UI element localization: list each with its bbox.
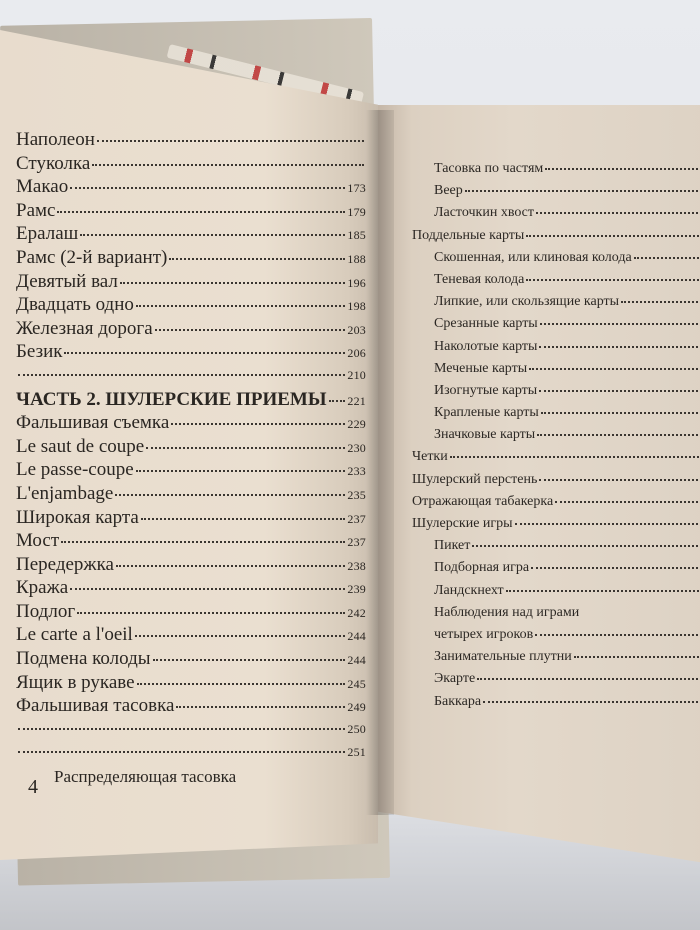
toc-entry-page: 238 — [347, 558, 366, 573]
toc-leader-dots — [57, 211, 345, 213]
toc-entry-title: четырех игроков — [434, 626, 534, 642]
toc-leader-dots — [472, 545, 700, 547]
toc-entry-page: 244 — [347, 653, 366, 668]
toc-leader-dots — [116, 565, 345, 567]
toc-leader-dots — [171, 423, 345, 425]
toc-entry — [412, 225, 700, 247]
toc-entry — [412, 580, 700, 602]
toc-entry — [16, 152, 366, 176]
toc-leader-dots — [77, 612, 345, 614]
left-table-of-contents — [16, 128, 366, 789]
toc-entry-page: 245 — [347, 676, 366, 691]
toc-entry — [16, 388, 366, 412]
toc-entry — [412, 491, 700, 513]
toc-entry-page: 242 — [347, 605, 366, 620]
toc-entry-page: 221 — [347, 393, 366, 408]
toc-entry — [16, 553, 366, 577]
toc-entry-title: Веер — [434, 183, 463, 199]
toc-entry — [412, 202, 700, 224]
toc-leader-dots — [18, 751, 345, 753]
toc-leader-dots — [529, 368, 700, 370]
toc-entry — [16, 623, 366, 647]
toc-entry — [412, 646, 700, 668]
toc-entry-title: Экарте — [434, 671, 476, 687]
toc-entry-page: 250 — [347, 721, 366, 736]
toc-entry — [16, 317, 366, 341]
toc-entry-title: Шулерский перстень — [412, 471, 538, 487]
toc-entry — [16, 222, 366, 246]
toc-entry-title: Ландскнехт — [434, 582, 504, 598]
toc-entry-page: 233 — [347, 464, 366, 479]
toc-entry-title: Скошенная, или клиновая колода — [434, 249, 632, 265]
toc-leader-dots — [539, 479, 700, 481]
toc-leader-dots — [526, 235, 700, 237]
toc-leader-dots — [515, 523, 700, 525]
toc-entry-page: 249 — [347, 700, 366, 715]
toc-leader-dots — [539, 390, 700, 392]
toc-entry-title: Мост — [16, 530, 60, 552]
toc-leader-dots — [153, 659, 346, 661]
toc-leader-dots — [176, 706, 345, 708]
page-number: 4 — [28, 776, 38, 798]
toc-leader-dots — [155, 329, 346, 331]
toc-entry-title: Липкие, или скользящие карты — [434, 294, 620, 310]
toc-entry-title: Отражающая табакерка — [412, 493, 554, 509]
toc-entry — [412, 469, 700, 491]
toc-entry-title: Наколотые карты — [434, 338, 538, 354]
toc-leader-dots — [70, 588, 345, 590]
toc-leader-dots — [146, 447, 345, 449]
toc-leader-dots — [18, 728, 345, 730]
toc-entry-title: Le saut de coupe — [16, 435, 145, 457]
toc-entry-title: Рамс — [16, 199, 56, 221]
toc-entry-title: Крапленые карты — [434, 405, 539, 421]
toc-entry — [16, 435, 366, 459]
toc-entry-title: Тасовка по частям — [434, 161, 544, 176]
toc-entry-title: Макао — [16, 176, 69, 198]
toc-leader-dots — [526, 279, 700, 281]
toc-leader-dots — [135, 635, 346, 637]
toc-entry-page: 244 — [347, 629, 366, 644]
toc-entry — [16, 411, 366, 435]
toc-entry-title: Железная дорога — [16, 317, 153, 339]
toc-entry — [412, 535, 700, 557]
toc-leader-dots — [545, 168, 700, 170]
toc-entry-title: Le carte a l'oeil — [16, 624, 133, 646]
toc-entry — [412, 446, 700, 468]
toc-entry-title: Шулерские игры — [412, 516, 513, 531]
toc-entry-page: 230 — [347, 440, 366, 455]
toc-entry — [412, 158, 700, 180]
toc-entry-page: 229 — [347, 417, 366, 432]
toc-leader-dots — [136, 305, 345, 307]
toc-entry — [16, 694, 366, 718]
toc-leader-dots — [535, 634, 700, 636]
toc-leader-dots — [120, 282, 346, 284]
toc-leader-dots — [541, 412, 700, 414]
toc-entry — [16, 482, 366, 506]
toc-leader-dots — [141, 518, 346, 520]
toc-entry — [412, 602, 700, 624]
toc-entry-page: 235 — [347, 487, 366, 502]
toc-entry — [16, 175, 366, 199]
toc-entry-page: 196 — [347, 275, 366, 290]
toc-entry — [16, 741, 366, 765]
toc-entry-page: 206 — [347, 346, 366, 361]
toc-leader-dots — [92, 164, 364, 166]
toc-entry — [412, 247, 700, 269]
toc-entry-title: Ералаш — [16, 223, 79, 245]
toc-entry-page: 173 — [347, 181, 366, 196]
toc-leader-dots — [115, 494, 345, 496]
toc-leader-dots — [483, 701, 700, 703]
toc-entry — [412, 557, 700, 579]
toc-leader-dots — [621, 301, 700, 303]
toc-entry-page: 185 — [347, 228, 366, 243]
toc-entry — [412, 691, 700, 713]
toc-entry-title: Наполеон — [16, 129, 95, 150]
toc-leader-dots — [137, 683, 346, 685]
toc-leader-dots — [450, 456, 700, 458]
toc-entry-page: 203 — [347, 322, 366, 337]
toc-entry-title: Срезанные карты — [434, 316, 538, 332]
toc-entry-title: Наблюдения над играми — [434, 604, 580, 620]
toc-leader-dots — [80, 234, 345, 236]
toc-entry — [16, 293, 366, 317]
toc-entry-title: Ящик в рукаве — [16, 671, 135, 693]
toc-leader-dots — [136, 470, 346, 472]
toc-entry — [16, 647, 366, 671]
toc-entry-page: 188 — [347, 251, 366, 266]
toc-entry-title: ЧАСТЬ 2. ШУЛЕРСКИЕ ПРИЕМЫ — [16, 388, 327, 410]
toc-entry — [412, 313, 700, 335]
toc-entry — [16, 340, 366, 364]
toc-entry — [16, 718, 366, 742]
toc-entry-page: 198 — [347, 299, 366, 314]
toc-entry — [16, 199, 366, 223]
toc-entry-title: Распределяющая тасовка — [54, 767, 237, 787]
toc-entry-title: Занимательные плутни — [434, 649, 572, 665]
toc-entry-title: Пикет — [434, 538, 471, 554]
toc-entry — [16, 765, 366, 789]
toc-leader-dots — [465, 190, 700, 192]
toc-entry-page: 179 — [347, 204, 366, 219]
toc-leader-dots — [70, 187, 345, 189]
toc-entry-page: 237 — [347, 511, 366, 526]
toc-entry-page: 251 — [347, 745, 366, 760]
toc-entry — [412, 513, 700, 535]
toc-entry — [16, 364, 366, 388]
toc-entry-title: Двадцать одно — [16, 294, 134, 316]
toc-entry — [16, 270, 366, 294]
toc-entry-title: Четки — [412, 449, 448, 465]
toc-leader-dots — [506, 590, 700, 592]
toc-entry — [16, 246, 366, 270]
toc-entry-title: Подлог — [16, 600, 76, 622]
toc-entry-title: Безик — [16, 341, 63, 363]
toc-entry-title: Le passe-coupe — [16, 459, 134, 481]
toc-entry-title: Изогнутые карты — [434, 382, 538, 398]
toc-entry-title: Поддельные карты — [412, 227, 525, 243]
toc-entry-title: Теневая колода — [434, 271, 525, 287]
toc-leader-dots — [97, 140, 364, 142]
toc-leader-dots — [537, 434, 700, 436]
toc-leader-dots — [64, 352, 345, 354]
toc-entry — [16, 671, 366, 695]
toc-entry-title: Значковые карты — [434, 427, 536, 443]
toc-leader-dots — [540, 323, 700, 325]
toc-entry — [412, 402, 700, 424]
toc-entry — [412, 380, 700, 402]
toc-entry — [16, 128, 366, 152]
toc-leader-dots — [169, 258, 345, 260]
toc-entry — [16, 576, 366, 600]
toc-entry — [412, 180, 700, 202]
toc-leader-dots — [634, 257, 700, 259]
toc-leader-dots — [329, 400, 346, 402]
toc-leader-dots — [18, 374, 345, 376]
toc-entry — [412, 668, 700, 690]
toc-entry — [16, 458, 366, 482]
book-gutter — [366, 110, 394, 815]
toc-entry — [412, 336, 700, 358]
toc-entry-title: Ласточкин хвост — [434, 205, 535, 221]
toc-entry — [412, 424, 700, 446]
toc-leader-dots — [477, 678, 700, 680]
toc-entry-page: 239 — [347, 582, 366, 597]
toc-leader-dots — [531, 567, 700, 569]
toc-entry-title: Подмена колоды — [16, 648, 151, 670]
toc-entry — [412, 291, 700, 313]
toc-entry-title: Баккара — [434, 693, 482, 709]
toc-entry — [16, 600, 366, 624]
toc-entry-title: Фальшивая съемка — [16, 412, 170, 434]
toc-entry-title: Рамс (2-й вариант) — [16, 246, 168, 268]
toc-entry-title: Подборная игра — [434, 560, 530, 576]
toc-entry — [412, 269, 700, 291]
toc-entry-title: Меченые карты — [434, 360, 528, 376]
toc-leader-dots — [555, 501, 700, 503]
toc-entry-page: 210 — [347, 367, 366, 382]
right-table-of-contents — [412, 158, 700, 713]
toc-entry — [16, 529, 366, 553]
toc-entry — [412, 624, 700, 646]
toc-entry-title: L'enjambage — [16, 482, 114, 504]
toc-leader-dots — [539, 346, 700, 348]
toc-entry-title: Широкая карта — [16, 506, 139, 528]
toc-entry-title: Кража — [16, 577, 69, 599]
toc-entry — [16, 506, 366, 530]
toc-entry — [412, 358, 700, 380]
toc-leader-dots — [61, 541, 345, 543]
toc-entry-title: Фальшивая тасовка — [16, 695, 175, 717]
toc-entry-title: Девятый вал — [16, 270, 118, 292]
toc-entry-page: 237 — [347, 535, 366, 550]
toc-entry-title: Передержка — [16, 553, 114, 575]
toc-entry-title: Стуколка — [16, 152, 91, 174]
toc-leader-dots — [574, 656, 700, 658]
toc-leader-dots — [536, 212, 700, 214]
